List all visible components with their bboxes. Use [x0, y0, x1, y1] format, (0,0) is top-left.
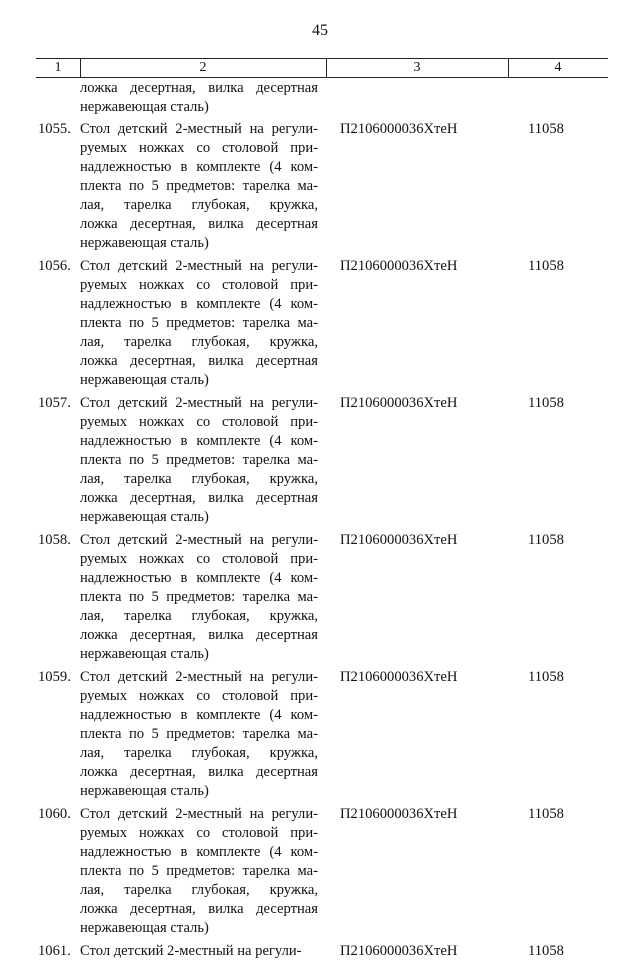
product-code: П2106000036ХтеН [340, 669, 458, 685]
description-line: Стол детский 2-местный на регули- [80, 532, 318, 548]
description-line: руемых ножках со столовой при- [80, 825, 318, 841]
description-line: плекта по 5 предметов: тарелка ма- [80, 452, 318, 468]
description-line: надлежностью в комплекте (4 ком- [80, 159, 318, 175]
price-value: 11058 [528, 121, 564, 137]
price-value: 11058 [528, 395, 564, 411]
continuation-line: нержавеющая сталь) [80, 99, 209, 115]
description-line: руемых ножках со столовой при- [80, 688, 318, 704]
description-line: Стол детский 2-местный на регули- [80, 669, 318, 685]
description-line: руемых ножках со столовой при- [80, 551, 318, 567]
description-line: нержавеющая сталь) [80, 372, 209, 388]
description-line: ложка десертная, вилка десертная [80, 901, 318, 917]
row-number: 1061. [38, 943, 71, 959]
header-col-4: 4 [554, 60, 562, 75]
description-line: ложка десертная, вилка десертная [80, 490, 318, 506]
table-header [36, 58, 608, 78]
description-line: нержавеющая сталь) [80, 235, 209, 251]
description-line: Стол детский 2-местный на регули- [80, 943, 302, 959]
description-line: плекта по 5 предметов: тарелка ма- [80, 589, 318, 605]
price-value: 11058 [528, 532, 564, 548]
description-line: лая, тарелка глубокая, кружка, [80, 334, 318, 350]
row-number: 1055. [38, 121, 71, 137]
description-line: ложка десертная, вилка десертная [80, 764, 318, 780]
description-line: нержавеющая сталь) [80, 646, 209, 662]
product-code: П2106000036ХтеН [340, 806, 458, 822]
product-code: П2106000036ХтеН [340, 943, 458, 959]
product-code: П2106000036ХтеН [340, 121, 458, 137]
price-value: 11058 [528, 806, 564, 822]
description-line: лая, тарелка глубокая, кружка, [80, 882, 318, 898]
product-code: П2106000036ХтеН [340, 395, 458, 411]
description-line: надлежностью в комплекте (4 ком- [80, 844, 318, 860]
description-line: лая, тарелка глубокая, кружка, [80, 745, 318, 761]
row-number: 1056. [38, 258, 71, 274]
description-line: плекта по 5 предметов: тарелка ма- [80, 863, 318, 879]
header-col-3: 3 [413, 60, 421, 75]
header-col-1: 1 [54, 60, 62, 75]
page-number: 45 [312, 22, 328, 39]
description-line: Стол детский 2-местный на регули- [80, 395, 318, 411]
description-line: надлежностью в комплекте (4 ком- [80, 296, 318, 312]
product-code: П2106000036ХтеН [340, 258, 458, 274]
description-line: Стол детский 2-местный на регули- [80, 258, 318, 274]
description-line: руемых ножках со столовой при- [80, 140, 318, 156]
description-line: плекта по 5 предметов: тарелка ма- [80, 315, 318, 331]
description-line: лая, тарелка глубокая, кружка, [80, 471, 318, 487]
description-line: надлежностью в комплекте (4 ком- [80, 570, 318, 586]
description-line: Стол детский 2-местный на регули- [80, 806, 318, 822]
row-number: 1058. [38, 532, 71, 548]
description-line: нержавеющая сталь) [80, 509, 209, 525]
description-line: плекта по 5 предметов: тарелка ма- [80, 178, 318, 194]
description-line: руемых ножках со столовой при- [80, 277, 318, 293]
description-line: лая, тарелка глубокая, кружка, [80, 608, 318, 624]
description-line: надлежностью в комплекте (4 ком- [80, 707, 318, 723]
description-line: ложка десертная, вилка десертная [80, 216, 318, 232]
description-line: нержавеющая сталь) [80, 783, 209, 799]
row-number: 1060. [38, 806, 71, 822]
price-value: 11058 [528, 669, 564, 685]
header-col-2: 2 [199, 60, 207, 75]
description-line: нержавеющая сталь) [80, 920, 209, 936]
description-line: надлежностью в комплекте (4 ком- [80, 433, 318, 449]
description-line: плекта по 5 предметов: тарелка ма- [80, 726, 318, 742]
row-number: 1059. [38, 669, 71, 685]
price-value: 11058 [528, 258, 564, 274]
product-code: П2106000036ХтеН [340, 532, 458, 548]
description-line: ложка десертная, вилка десертная [80, 627, 318, 643]
description-line: руемых ножках со столовой при- [80, 414, 318, 430]
row-number: 1057. [38, 395, 71, 411]
price-value: 11058 [528, 943, 564, 959]
description-line: Стол детский 2-местный на регули- [80, 121, 318, 137]
continuation-line: ложка десертная, вилка десертная [80, 80, 318, 96]
description-line: ложка десертная, вилка десертная [80, 353, 318, 369]
description-line: лая, тарелка глубокая, кружка, [80, 197, 318, 213]
